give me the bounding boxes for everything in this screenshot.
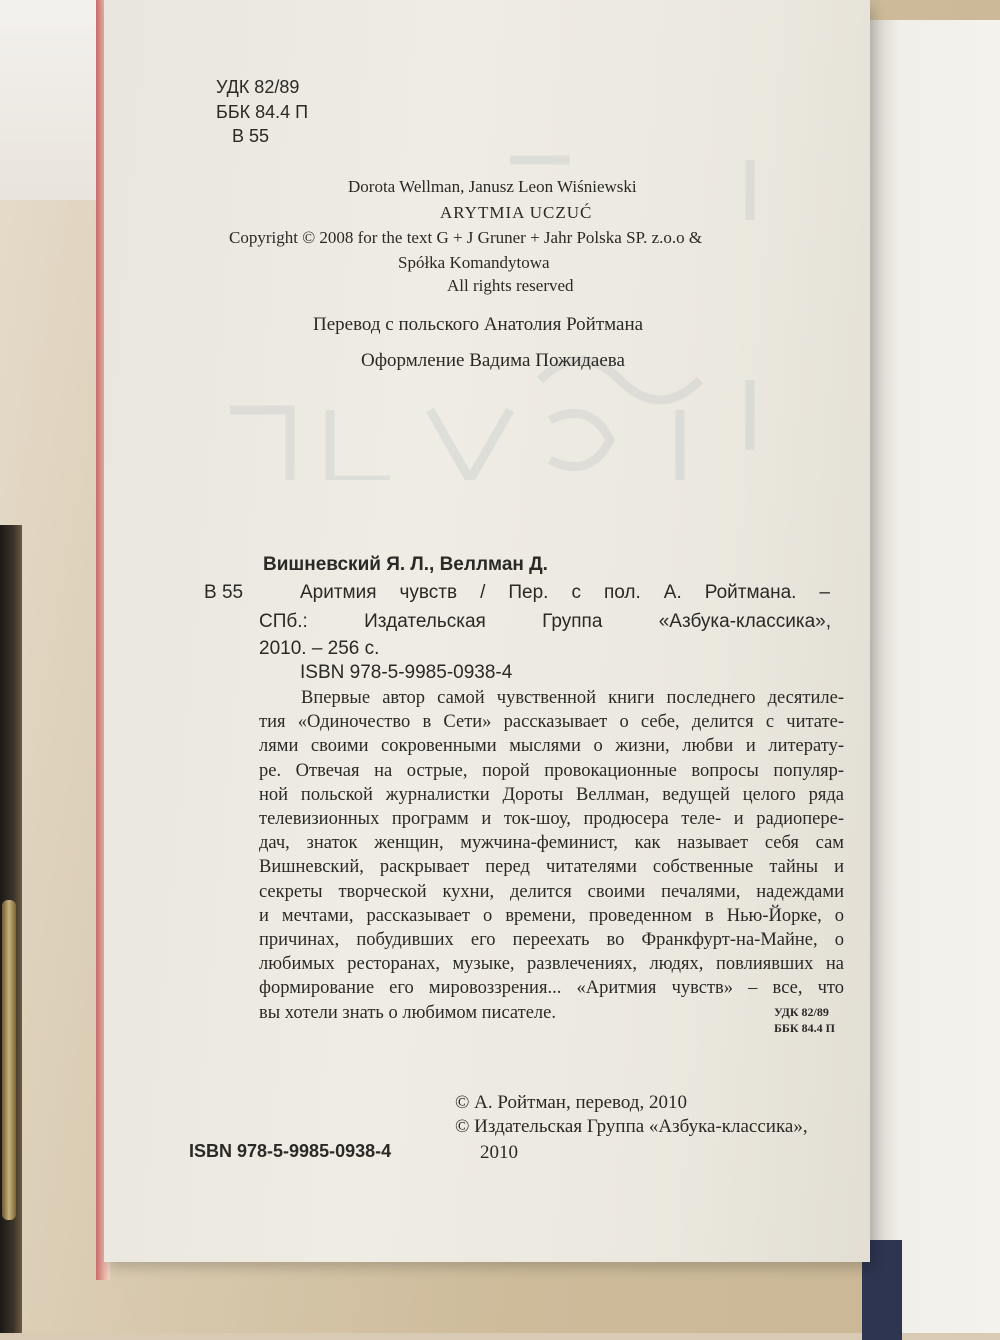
translation-credit: Перевод с польского Анатолия Ройтмана — [313, 314, 644, 335]
bib-isbn: ISBN 978-5-9985-0938-4 — [300, 662, 513, 683]
bib-line-3: 2010. – 256 с. — [259, 638, 380, 659]
annotation-paragraph — [259, 686, 844, 1025]
copyright-line-1: Copyright © 2008 for the text G + J Gruner + Jahr Polska SP. z.o.o & — [229, 228, 703, 247]
annotation-line: ной польской журналистки Дороты Веллман, ведущей целого ряда — [259, 784, 844, 805]
annotation-line: тия «Одиночество в Сети» рассказывает о себе, делится с читате- — [259, 712, 844, 733]
bib-line-1: Аритмия чувств / Пер. с пол. А. Ройтмана. – — [300, 582, 830, 603]
annotation-line: лями своими сокровенными мыслями о жизни, любви и литерату- — [259, 736, 844, 757]
pen — [2, 900, 16, 1220]
bib-line-2: СПб.: Издательская Группа «Азбука-классика», — [259, 611, 831, 632]
annotation-line: секреты творческой кухни, делится своими печалями, надеждами — [259, 881, 844, 902]
footer-copyright-year: 2010 — [480, 1142, 518, 1163]
footer-copyright-publisher: © Издательская Группа «Азбука-классика», — [455, 1116, 808, 1137]
footer-isbn: ISBN 978-5-9985-0938-4 — [189, 1141, 392, 1161]
annotation-line: любимых ресторанах, музыке, развлечениях, людях, повлиявших на — [259, 954, 844, 975]
annotation-line: Вишневский, раскрывает перед читателями собственные тайны и — [259, 857, 844, 878]
design-credit: Оформление Вадима Пожидаева — [361, 350, 625, 371]
udk-small: УДК 82/89 — [774, 1005, 829, 1019]
bib-authors-heading: Вишневский Я. Л., Веллман Д. — [263, 554, 548, 575]
bib-code: В 55 — [204, 582, 244, 603]
annotation-line: ре. Отвечая на острые, порой провокационные вопросы популяр- — [259, 760, 844, 781]
rights-reserved: All rights reserved — [447, 276, 574, 295]
footer-copyright-translation: © А. Ройтман, перевод, 2010 — [455, 1092, 687, 1113]
original-title: ARYTMIA UCZUĆ — [440, 203, 593, 222]
bbk-code: ББК 84.4 П — [216, 102, 309, 122]
author-mark-code: В 55 — [232, 126, 270, 146]
annotation-line: и мечтами, рассказывает о времени, проведенном в Нью-Йорке, о — [259, 905, 844, 926]
copyright-line-2: Spółka Komandytowa — [398, 253, 550, 272]
annotation-line: телевизионных программ и ток-шоу, продюсера теле- и радиопере- — [259, 809, 844, 830]
original-authors: Dorota Wellman, Janusz Leon Wiśniewski — [348, 177, 637, 196]
facing-page — [866, 20, 1000, 1333]
udk-code: УДК 82/89 — [216, 77, 300, 97]
annotation-line: формирование его мировоззрения... «Аритмия чувств» – все, что — [259, 978, 844, 999]
bbk-small: ББК 84.4 П — [774, 1021, 835, 1035]
annotation-line: дач, знаток женщин, мужчина-феминист, как называет себя сам — [259, 833, 844, 854]
annotation-line: причинах, побудивших его переехать во Франкфурт-на-Майне, о — [259, 930, 844, 951]
annotation-line: Впервые автор самой чувственной книги последнего десятиле- — [301, 688, 844, 708]
annotation-line: вы хотели знать о любимом писателе. — [259, 1002, 556, 1023]
